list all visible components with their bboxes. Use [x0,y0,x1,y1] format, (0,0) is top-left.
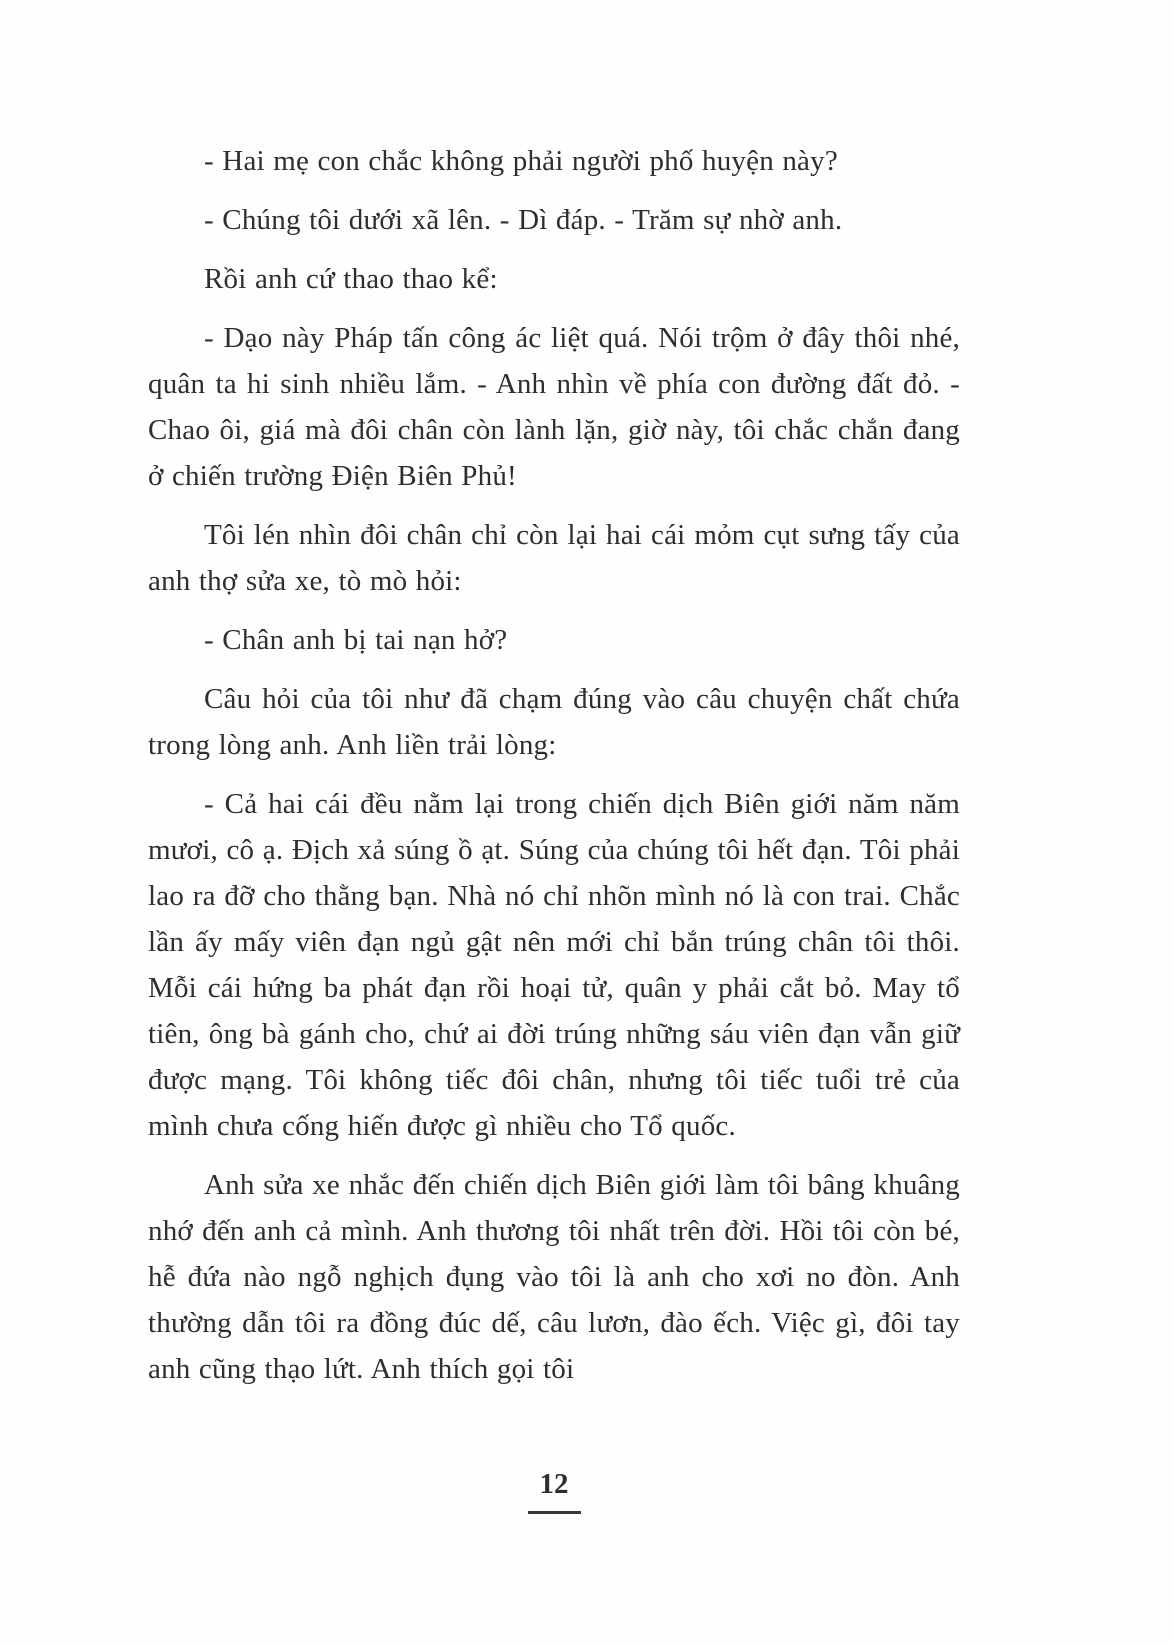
paragraph: Rồi anh cứ thao thao kể: [204,263,498,295]
page-number: 12 [528,1468,581,1514]
paragraph: - Cả hai cái đều nằm lại trong chiến dịch Biên giới năm năm mươi, cô ạ. Địch xả súng ồ ạt. Súng của chúng tôi hết đạn. Tôi phải lao ra đỡ cho thằng bạn. Nhà nó chỉ nhõn mình nó là con trai. Chắc lần ấy mấy viên đạn ngủ gật nên mới chỉ bắn trúng chân tôi thôi. Mỗi cái hứng ba phát đạn rồi hoại tử, quân y phải cắt bỏ. May tổ tiên, ông bà gánh cho, chứ ai đời trúng những sáu viên đạn vẫn giữ được mạng. Tôi không tiếc đôi chân, nhưng tôi tiếc tuổi trẻ của mình chưa cống hiến được gì nhiều cho Tổ quốc. [148,788,960,1142]
page-footer [148,1468,960,1514]
page-text-block [148,138,960,1405]
paragraph: Câu hỏi của tôi như đã chạm đúng vào câu chuyện chất chứa trong lòng anh. Anh liền trải lòng: [148,683,960,761]
paragraph: - Dạo này Pháp tấn công ác liệt quá. Nói trộm ở đây thôi nhé, quân ta hi sinh nhiều lắm. - Anh nhìn về phía con đường đất đỏ. - Chao ôi, giá mà đôi chân còn lành lặn, giờ này, tôi chắc chắn đang ở chiến trường Điện Biên Phủ! [148,322,960,492]
paragraph: - Hai mẹ con chắc không phải người phố huyện này? [204,145,838,177]
paragraph: - Chân anh bị tai nạn hở? [204,624,508,656]
paragraph: - Chúng tôi dưới xã lên. - Dì đáp. - Trăm sự nhờ anh. [204,204,843,236]
paragraph: Anh sửa xe nhắc đến chiến dịch Biên giới làm tôi bâng khuâng nhớ đến anh cả mình. Anh thương tôi nhất trên đời. Hồi tôi còn bé, hễ đứa nào ngỗ nghịch đụng vào tôi là anh cho xơi no đòn. Anh thường dẫn tôi ra đồng đúc dế, câu lươn, đào ếch. Việc gì, đôi tay anh cũng thạo lứt. Anh thích gọi tôi [148,1169,960,1385]
paragraph: Tôi lén nhìn đôi chân chỉ còn lại hai cái mỏm cụt sưng tấy của anh thợ sửa xe, tò mò hỏi: [148,519,960,597]
